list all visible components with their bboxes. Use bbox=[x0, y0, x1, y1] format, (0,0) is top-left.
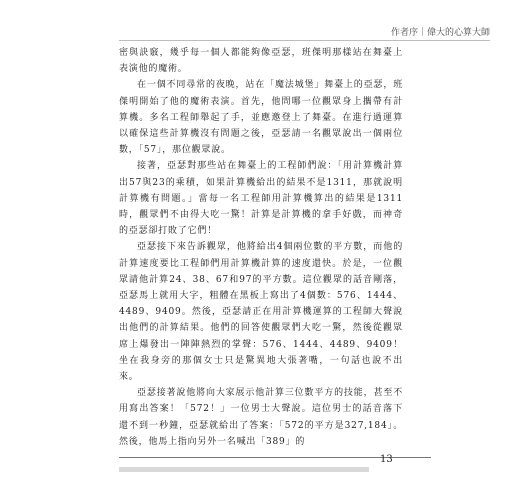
paragraph: 在一個不同尋常的夜晚，站在「魔法城堡」舞臺上的亞瑟，班傑明開始了他的魔術表演。首先，他問哪一位觀眾身上攜帶有計算機。多名工程師舉起了手，並應邀登上了舞臺。在進行過運算以確保這些計算機沒有問題之後，亞瑟請一名觀眾說出一個兩位數，「57」，那位觀眾說。 bbox=[119, 80, 403, 156]
footer-accent-bar bbox=[119, 467, 369, 472]
page-number: 13 bbox=[380, 454, 393, 465]
paragraph-continuation: 密與訣竅，幾乎每一個人都能夠像亞瑟，班傑明那樣站在舞臺上表演他的魔術。 bbox=[119, 48, 403, 75]
header-rule bbox=[119, 40, 490, 41]
paragraph: 接著，亞瑟對那些站在舞臺上的工程師們說：「用計算機計算出57與23的乘積，如果計算機給出的結果不是1311，那就說明計算機有問題。」當每一名工程師用計算機算出的結果是1311時，觀眾們不由得大吃一驚！計算是計算機的拿手好戲，而神奇的亞瑟卻打敗了它們！ bbox=[119, 161, 403, 237]
running-header: 作者序｜偉大的心算大師 bbox=[390, 28, 490, 38]
paragraph: 亞瑟接下來告訴觀眾，他將給出4個兩位數的平方數，而他的計算速度要比工程師們用計算機計算的速度還快。於是，一位觀眾請他計算24、38、67和97的平方數。這位觀眾的話音剛落，亞瑟馬上就用大字，粗體在黑板上寫出了4個數：576、1444、4489、9409。然後，亞瑟請正在用計算機運算的工程師大聲說出他們的計算結果。他們的回答使觀眾們大吃一驚，然後從觀眾席上爆發出一陣陣熱烈的掌聲：576、1444、4489、9409！坐在我身旁的那個女士只是驚異地大張著嘴，一句話也說不出來。 bbox=[119, 242, 403, 383]
paragraph: 亞瑟接著說他將向大家展示他計算三位數平方的技能，甚至不用寫出答案！「572！」一位男士大聲說。這位男士的話音落下還不到一秒鐘，亞瑟就給出了答案：「572的平方是327,184」。然後，他馬上指向另外一名喊出「389」的 bbox=[119, 388, 403, 447]
body-text bbox=[119, 45, 403, 450]
